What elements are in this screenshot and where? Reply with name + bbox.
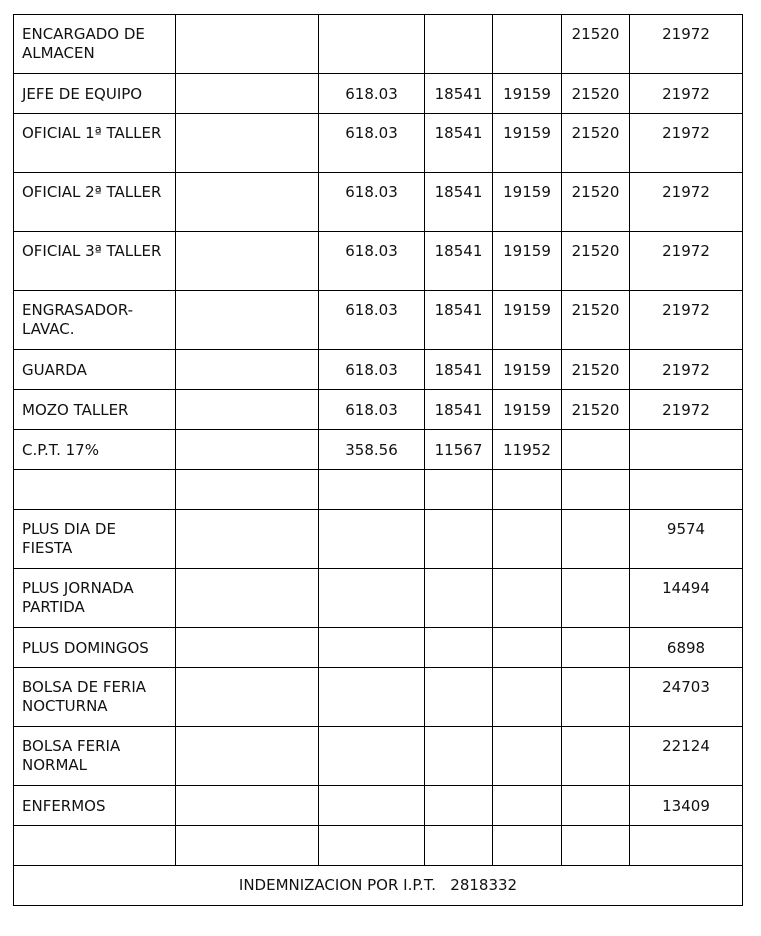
- cell: [425, 826, 493, 866]
- cell: [176, 569, 319, 628]
- cell: [176, 786, 319, 826]
- cell: 11567: [425, 430, 493, 470]
- cell: [319, 727, 425, 786]
- cell: [493, 786, 562, 826]
- cell: 21520: [562, 350, 630, 390]
- table-row: [14, 350, 743, 390]
- cell: [562, 510, 630, 569]
- cell: 21972: [630, 291, 743, 350]
- table-row: [14, 727, 743, 786]
- cell: [493, 668, 562, 727]
- table-row: [14, 826, 743, 866]
- cell: [493, 727, 562, 786]
- cell: 21520: [562, 390, 630, 430]
- cell: [425, 668, 493, 727]
- table-row: [14, 173, 743, 232]
- cell: [630, 430, 743, 470]
- cell: [176, 74, 319, 114]
- cell: [425, 628, 493, 668]
- cell: 19159: [493, 232, 562, 291]
- cell: [425, 786, 493, 826]
- cell: [562, 826, 630, 866]
- cell: [319, 470, 425, 510]
- cell: [176, 114, 319, 173]
- cell: 19159: [493, 114, 562, 173]
- cell: 18541: [425, 350, 493, 390]
- table-row: [14, 15, 743, 74]
- cell: [493, 510, 562, 569]
- cell: [425, 569, 493, 628]
- cell: 618.03: [319, 350, 425, 390]
- table-row: [14, 470, 743, 510]
- cell: [630, 470, 743, 510]
- row-label: ENFERMOS: [14, 786, 176, 826]
- table-row: [14, 232, 743, 291]
- cell: 9574: [630, 510, 743, 569]
- cell: 13409: [630, 786, 743, 826]
- cell: 18541: [425, 291, 493, 350]
- row-label: BOLSA FERIA NORMAL: [14, 727, 176, 786]
- cell: 21972: [630, 350, 743, 390]
- cell: 21520: [562, 74, 630, 114]
- row-label: ENGRASADOR-LAVAC.: [14, 291, 176, 350]
- cell: [630, 826, 743, 866]
- cell: 19159: [493, 173, 562, 232]
- cell: [176, 232, 319, 291]
- cell: [319, 826, 425, 866]
- table-row: [14, 786, 743, 826]
- cell: 24703: [630, 668, 743, 727]
- row-label: PLUS JORNADA PARTIDA: [14, 569, 176, 628]
- cell: [493, 628, 562, 668]
- cell: 618.03: [319, 114, 425, 173]
- cell: 21520: [562, 15, 630, 74]
- cell: [176, 826, 319, 866]
- cell: [425, 727, 493, 786]
- cell: 21520: [562, 114, 630, 173]
- cell: [176, 291, 319, 350]
- cell: 19159: [493, 350, 562, 390]
- row-label: [14, 470, 176, 510]
- table-row: [14, 74, 743, 114]
- cell: 14494: [630, 569, 743, 628]
- table-body: [14, 15, 743, 906]
- row-label: C.P.T. 17%: [14, 430, 176, 470]
- cell: [562, 786, 630, 826]
- cell: 18541: [425, 114, 493, 173]
- cell: [562, 569, 630, 628]
- row-label: ENCARGADO DE ALMACEN: [14, 15, 176, 74]
- cell: 618.03: [319, 173, 425, 232]
- cell: 21520: [562, 291, 630, 350]
- cell: 18541: [425, 74, 493, 114]
- row-label: JEFE DE EQUIPO: [14, 74, 176, 114]
- table-row: [14, 291, 743, 350]
- cell: [425, 510, 493, 569]
- cell: [176, 727, 319, 786]
- cell: 618.03: [319, 74, 425, 114]
- cell: [319, 668, 425, 727]
- cell: [176, 430, 319, 470]
- cell: [319, 786, 425, 826]
- table-row: [14, 628, 743, 668]
- footer-label: INDEMNIZACION POR I.P.T.: [238, 876, 436, 894]
- cell: 21520: [562, 232, 630, 291]
- row-label: OFICIAL 3ª TALLER: [14, 232, 176, 291]
- table-row: [14, 569, 743, 628]
- cell: [176, 470, 319, 510]
- table-row: [14, 668, 743, 727]
- table-row: [14, 114, 743, 173]
- cell: [176, 350, 319, 390]
- cell: [176, 668, 319, 727]
- cell: 618.03: [319, 291, 425, 350]
- row-label: OFICIAL 1ª TALLER: [14, 114, 176, 173]
- cell: [176, 15, 319, 74]
- cell: [319, 510, 425, 569]
- table-row: [14, 430, 743, 470]
- cell: [493, 15, 562, 74]
- cell: [425, 15, 493, 74]
- cell: [562, 727, 630, 786]
- cell: [176, 628, 319, 668]
- cell: 19159: [493, 74, 562, 114]
- cell: 18541: [425, 173, 493, 232]
- cell: [493, 569, 562, 628]
- cell: 21972: [630, 74, 743, 114]
- row-label: GUARDA: [14, 350, 176, 390]
- cell: 21972: [630, 232, 743, 291]
- cell: [562, 430, 630, 470]
- cell: 6898: [630, 628, 743, 668]
- cell: 18541: [425, 390, 493, 430]
- cell: [176, 173, 319, 232]
- table-row: [14, 510, 743, 569]
- cell: [493, 826, 562, 866]
- row-label: [14, 826, 176, 866]
- cell: [562, 628, 630, 668]
- cell: 618.03: [319, 232, 425, 291]
- cell: [176, 390, 319, 430]
- row-label: OFICIAL 2ª TALLER: [14, 173, 176, 232]
- salary-table: [13, 14, 743, 906]
- cell: 11952: [493, 430, 562, 470]
- cell: 22124: [630, 727, 743, 786]
- cell: [319, 628, 425, 668]
- row-label: MOZO TALLER: [14, 390, 176, 430]
- cell: 618.03: [319, 390, 425, 430]
- cell: [425, 470, 493, 510]
- cell: [562, 668, 630, 727]
- footer-value: 2818332: [450, 876, 518, 894]
- cell: [562, 470, 630, 510]
- row-label: BOLSA DE FERIA NOCTURNA: [14, 668, 176, 727]
- cell: 21972: [630, 173, 743, 232]
- cell: 19159: [493, 291, 562, 350]
- row-label: PLUS DOMINGOS: [14, 628, 176, 668]
- cell: [176, 510, 319, 569]
- cell: 21972: [630, 390, 743, 430]
- cell: 19159: [493, 390, 562, 430]
- cell: [319, 15, 425, 74]
- cell: 18541: [425, 232, 493, 291]
- table-row: [14, 390, 743, 430]
- cell: 358.56: [319, 430, 425, 470]
- cell: [319, 569, 425, 628]
- row-label: PLUS DIA DE FIESTA: [14, 510, 176, 569]
- footer-cell: [14, 866, 743, 906]
- cell: 21972: [630, 114, 743, 173]
- footer-row: [14, 866, 743, 906]
- cell: 21972: [630, 15, 743, 74]
- cell: [493, 470, 562, 510]
- cell: 21520: [562, 173, 630, 232]
